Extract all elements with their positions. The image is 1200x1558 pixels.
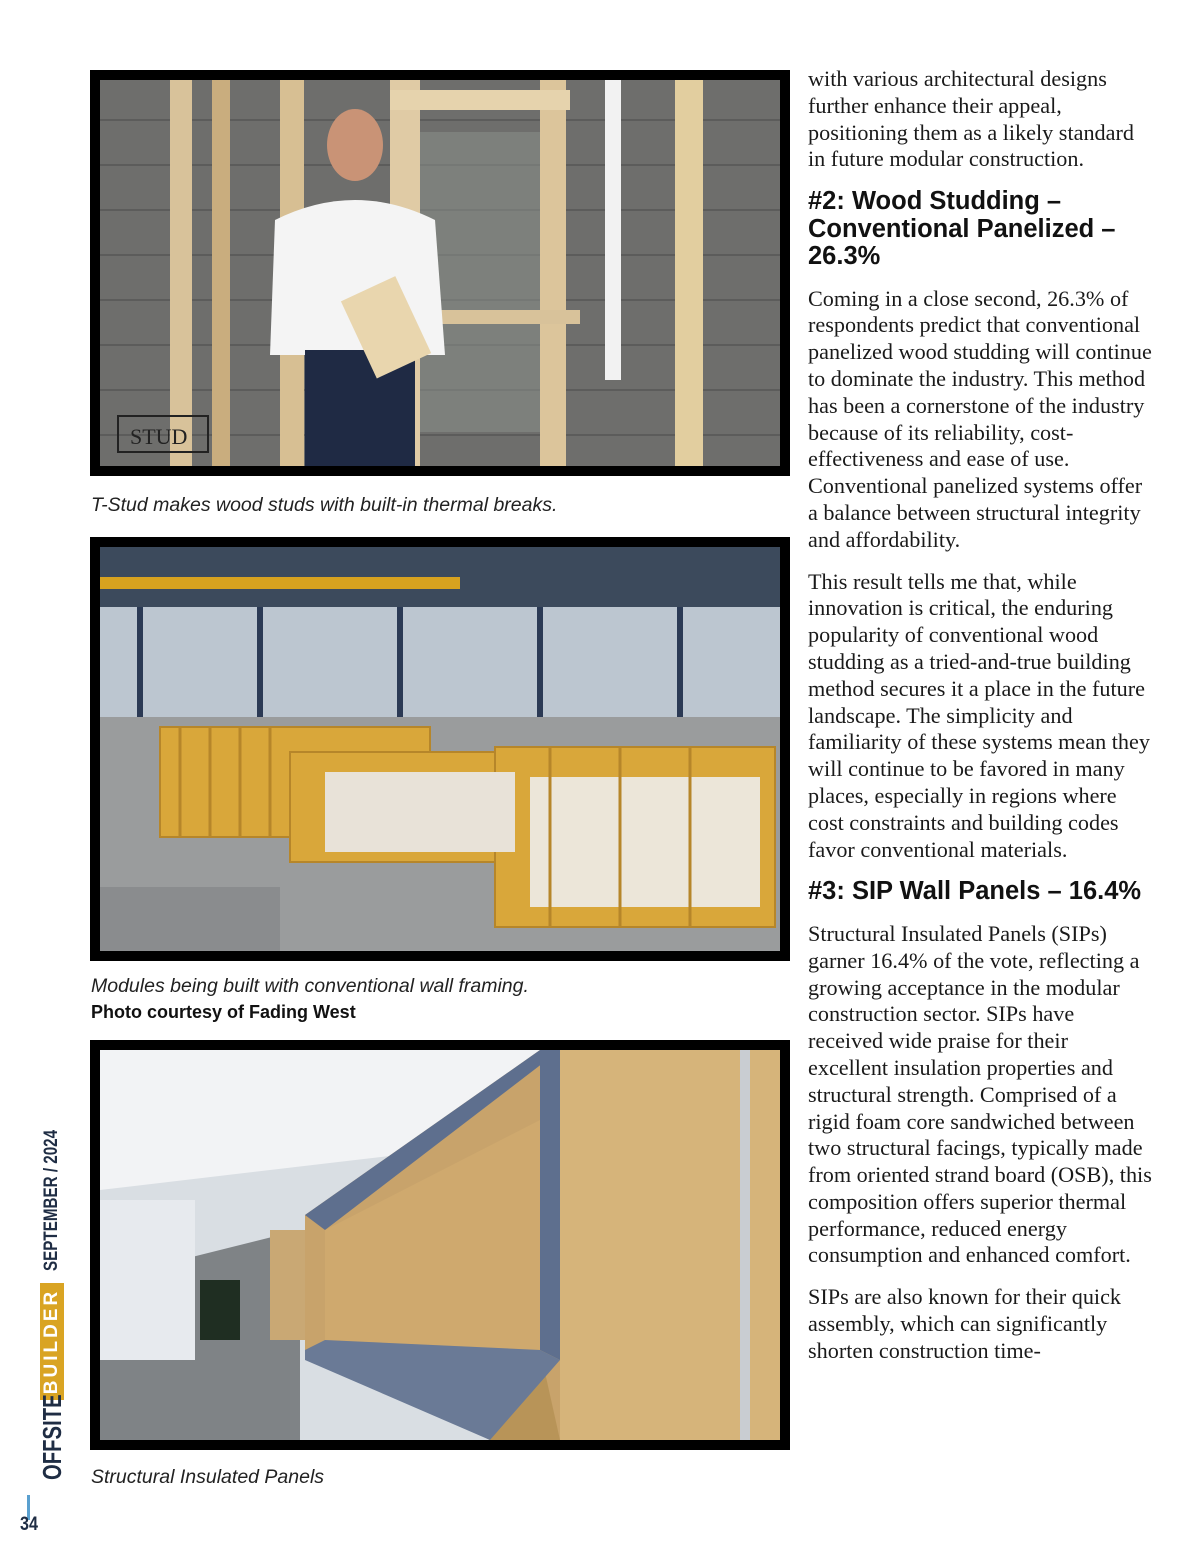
- heading-wood-studding: #2: Wood Studding – Conventional Panelized – 26.3%: [808, 187, 1116, 271]
- paragraph-wood-studding-2: This result tells me that, while innovation is critical, the enduring popularity of conventional wood studding as a tried-and-true building method secures it a place in the future landscape. The simplicity and familiarity of these systems mean they will continue to be favored in many places, especially in regions where cost constraints and building codes favor conventional materials.: [808, 568, 1150, 862]
- heading-sip-wall-panels: #3: SIP Wall Panels – 16.4%: [808, 877, 1142, 906]
- publication-brand-builder: BUILDER: [40, 1283, 64, 1400]
- photo-modules-factory: [90, 537, 790, 961]
- article-intro-paragraph: with various architectural designs further enhance their appeal, positioning them as a likely standard in future modular construction.: [808, 66, 1134, 172]
- paragraph-sip-2: SIPs are also known for their quick assembly, which can significantly shorten construction time-: [808, 1284, 1122, 1363]
- caption-photo3: Structural Insulated Panels: [91, 1466, 325, 1488]
- photo-tstud-image: [100, 80, 780, 466]
- page-number: 34: [20, 1514, 38, 1535]
- photo-tstud-man: [90, 70, 790, 476]
- photo-modules-image: [100, 547, 780, 951]
- publication-brand: OFFSITE: [36, 1394, 67, 1480]
- photo-credit-photo2: Photo courtesy of Fading West: [91, 1002, 356, 1022]
- issue-date: SEPTEMBER / 2024: [41, 1129, 62, 1271]
- paragraph-sip-1: Structural Insulated Panels (SIPs) garner 16.4% of the vote, reflecting a growing acceptance in the modular construction sector. SIPs have received wide praise for their excellent insulation properties and structural strength. Comprised of a rigid foam core sandwiched between two structural facings, typically made from oriented strand board (OSB), this composition offers superior thermal performance, reduced energy consumption and enhanced comfort.: [808, 920, 1152, 1268]
- article-column: [808, 66, 1153, 1380]
- caption-photo2: Modules being built with conventional wall framing.: [91, 975, 529, 997]
- tstud-logo-text: STUD: [130, 424, 188, 449]
- caption-photo1: T-Stud makes wood studs with built-in thermal breaks.: [91, 494, 558, 516]
- photo-sip-module: [90, 1040, 790, 1450]
- paragraph-wood-studding-1: Coming in a close second, 26.3% of respondents predict that conventional panelized wood studding will continue to dominate the industry. This method has been a cornerstone of the industry because of its reliability, cost-effectiveness and ease of use. Conventional panelized systems offer a balance between structural integrity and affordability.: [808, 285, 1152, 552]
- photo-sip-image: [100, 1050, 780, 1440]
